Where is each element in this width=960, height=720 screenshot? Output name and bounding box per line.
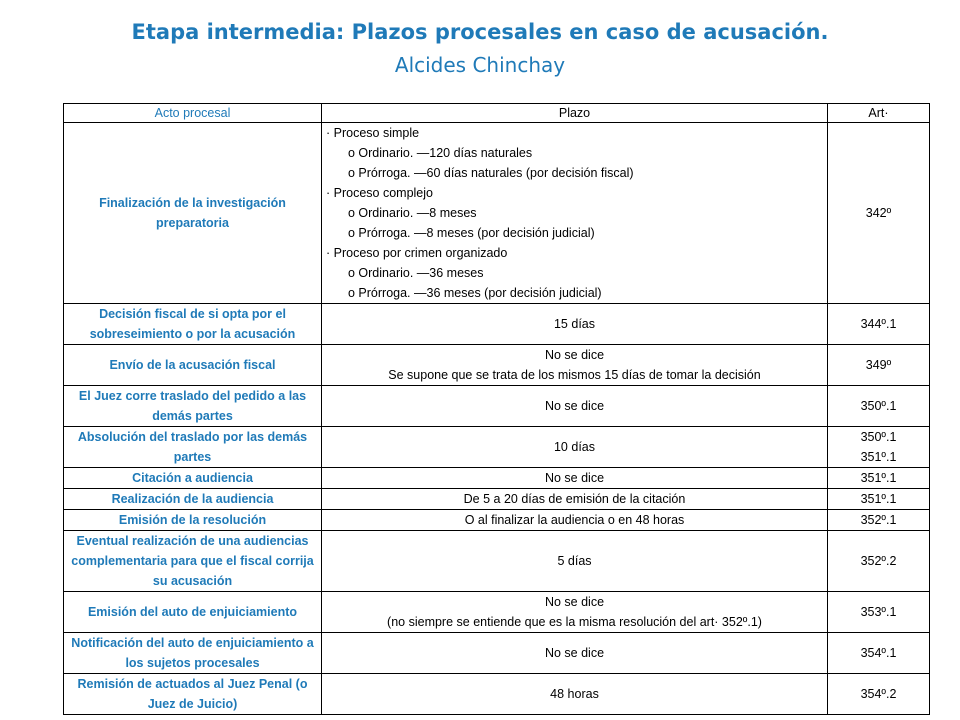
page-title: Etapa intermedia: Plazos procesales en caso de acusación. [131, 20, 829, 44]
articulo-text: 354º.2 [860, 687, 897, 701]
table-row [64, 123, 930, 304]
plazo-text: 15 días [553, 317, 595, 331]
table-row [64, 427, 930, 468]
author-name: Alcides Chinchay [394, 53, 566, 77]
plazo-cell [322, 633, 828, 674]
articulo-cell: 342º [828, 123, 930, 304]
plazo-text: De 5 a 20 días de emisión de la citación [463, 492, 686, 506]
articulo-text: 349º [865, 358, 892, 372]
articulo-text: 354º.1 [860, 646, 897, 660]
table-row [64, 386, 930, 427]
table-row [64, 345, 930, 386]
plazo-text: No se dice [544, 348, 605, 362]
process-deadline-item: o Ordinario. —120 días naturales [348, 146, 533, 160]
articulo-text: 350º.1 [860, 430, 897, 444]
acto-cell: Emisión del auto de enjuiciamiento [64, 592, 322, 633]
table-row [64, 510, 930, 531]
acto-cell: Envío de la acusación fiscal [64, 345, 322, 386]
acto-cell: Decisión fiscal de si opta por el sobreseimiento o por la acusación [64, 304, 322, 345]
articulo-cell [828, 345, 930, 386]
articulo-cell [828, 531, 930, 592]
articulo-text: 351º.1 [860, 450, 897, 464]
articulo-text: 350º.1 [860, 399, 897, 413]
plazo-cell [322, 592, 828, 633]
plazo-cell [322, 123, 828, 304]
acto-cell: Emisión de la resolución [64, 510, 322, 531]
plazo-text: No se dice [544, 595, 605, 609]
articulo-cell [828, 592, 930, 633]
plazo-cell [322, 345, 828, 386]
process-deadline-item: o Prórroga. —36 meses (por decisión judicial) [348, 286, 602, 300]
plazo-cell [322, 510, 828, 531]
plazo-cell [322, 531, 828, 592]
acto-cell: Citación a audiencia [64, 468, 322, 489]
table-row [64, 674, 930, 715]
articulo-cell [828, 386, 930, 427]
header-articulo: Art· [828, 104, 930, 123]
process-deadline-item: o Prórroga. —60 días naturales (por decisión fiscal) [348, 166, 634, 180]
acto-cell: Eventual realización de una audiencias complementaria para que el fiscal corrija su acusación [64, 531, 322, 592]
acto-cell: Absolución del traslado por las demás partes [64, 427, 322, 468]
plazo-text: No se dice [544, 471, 605, 485]
articulo-text: 352º.2 [860, 554, 897, 568]
process-deadline-item: o Ordinario. —36 meses [348, 266, 484, 280]
header-acto-procesal: Acto procesal [64, 104, 322, 123]
plazo-cell [322, 674, 828, 715]
plazo-cell [322, 386, 828, 427]
plazo-text: O al finalizar la audiencia o en 48 horas [464, 513, 685, 527]
header-plazo: Plazo [322, 104, 828, 123]
articulo-cell [828, 304, 930, 345]
procedural-deadlines-table [63, 103, 930, 715]
table-row [64, 304, 930, 345]
plazo-text: 10 días [553, 440, 595, 454]
plazo-text: No se dice [544, 646, 605, 660]
plazo-cell [322, 427, 828, 468]
process-type-label: · Proceso complejo [326, 186, 433, 200]
plazo-text: (no siempre se entiende que es la misma resolución del art· 352º.1) [387, 615, 762, 629]
table-row [64, 633, 930, 674]
articulo-text: 353º.1 [860, 605, 897, 619]
plazo-text: 5 días [557, 554, 592, 568]
acto-cell: Realización de la audiencia [64, 489, 322, 510]
articulo-text: 351º.1 [860, 471, 897, 485]
plazo-text: No se dice [544, 399, 605, 413]
plazo-cell [322, 489, 828, 510]
acto-cell: El Juez corre traslado del pedido a las demás partes [64, 386, 322, 427]
plazo-cell [322, 304, 828, 345]
articulo-text: 344º.1 [860, 317, 897, 331]
plazo-cell [322, 468, 828, 489]
articulo-text: 351º.1 [860, 492, 897, 506]
articulo-cell [828, 468, 930, 489]
table-row [64, 592, 930, 633]
plazo-text: Se supone que se trata de los mismos 15 días de tomar la decisión [388, 368, 761, 382]
articulo-cell [828, 674, 930, 715]
process-deadline-item: o Ordinario. —8 meses [348, 206, 477, 220]
table-row [64, 531, 930, 592]
acto-cell: Notificación del auto de enjuiciamiento a los sujetos procesales [64, 633, 322, 674]
articulo-cell [828, 510, 930, 531]
articulo-cell [828, 633, 930, 674]
acto-cell: Remisión de actuados al Juez Penal (o Juez de Juicio) [64, 674, 322, 715]
plazo-text: 48 horas [550, 687, 599, 701]
process-type-label: · Proceso simple [326, 126, 420, 140]
articulo-cell [828, 489, 930, 510]
process-deadline-item: o Prórroga. —8 meses (por decisión judicial) [348, 226, 595, 240]
acto-cell: Finalización de la investigación preparatoria [64, 123, 322, 304]
table-row [64, 468, 930, 489]
table-header-row [64, 104, 930, 123]
process-type-label: · Proceso por crimen organizado [326, 246, 508, 260]
table-row [64, 489, 930, 510]
articulo-text: 352º.1 [860, 513, 897, 527]
articulo-cell [828, 427, 930, 468]
